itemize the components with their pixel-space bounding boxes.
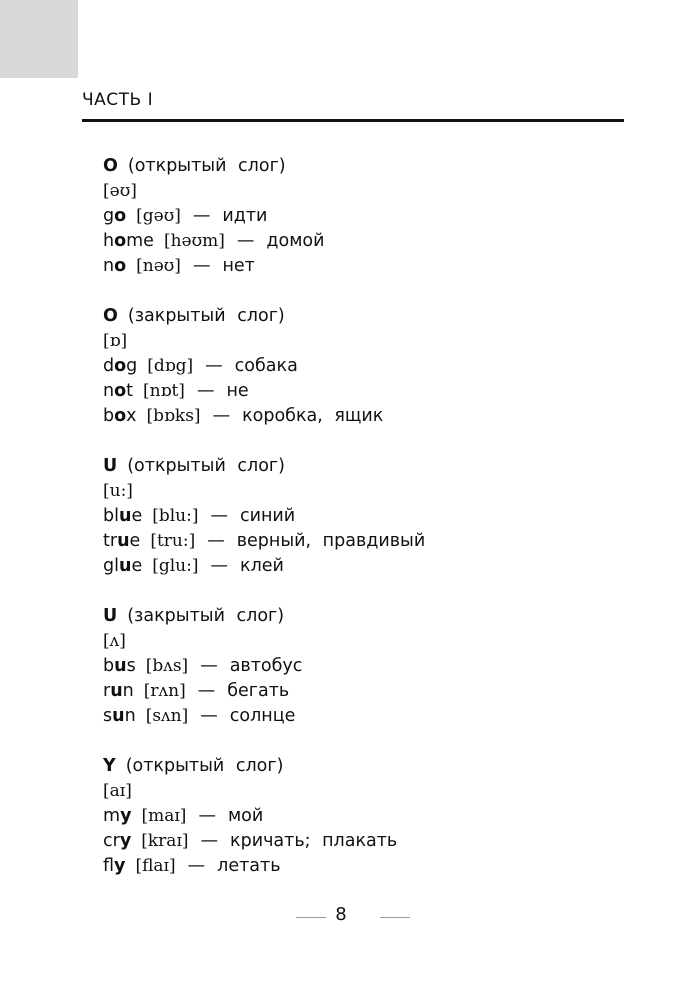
word-highlight: y xyxy=(119,831,132,851)
transcription: [bɒks] xyxy=(146,406,201,426)
word xyxy=(103,356,137,376)
transcription: [bʌs] xyxy=(145,656,189,676)
vowel-sound: [ʌ] xyxy=(103,631,126,651)
translation: домой xyxy=(266,231,325,251)
vowel-sound: [u:] xyxy=(103,481,133,501)
syllable-rule: (открытый слог) xyxy=(127,456,285,476)
example-word-row xyxy=(103,679,623,704)
word-part: s xyxy=(103,706,113,726)
word-part: n xyxy=(103,381,115,401)
transcription: [dɒg] xyxy=(147,356,194,376)
em-dash: — xyxy=(192,256,211,276)
example-word-row xyxy=(103,229,623,254)
transcription: [həʊm] xyxy=(163,231,225,251)
vowel-section xyxy=(103,304,623,429)
word-part: g xyxy=(126,356,138,376)
corner-tab xyxy=(0,0,78,78)
footer-line-left xyxy=(296,917,326,918)
translation: верный, правдивый xyxy=(236,531,426,551)
transcription: [gəʊ] xyxy=(136,206,181,226)
transcription: [rʌn] xyxy=(143,681,186,701)
em-dash: — xyxy=(205,356,223,376)
word-part: e xyxy=(131,556,143,576)
footer-line-right xyxy=(380,917,410,918)
header-rule xyxy=(82,119,624,122)
word-highlight: y xyxy=(120,806,132,826)
example-word-row xyxy=(103,529,623,554)
word xyxy=(103,231,154,251)
section-heading xyxy=(103,604,623,629)
em-dash: — xyxy=(196,381,215,401)
em-dash: — xyxy=(192,206,211,226)
em-dash: — xyxy=(200,706,218,726)
word-highlight: u xyxy=(112,706,125,726)
example-word-row xyxy=(103,504,623,529)
word-part: b xyxy=(103,406,115,426)
em-dash: — xyxy=(207,531,225,551)
em-dash: — xyxy=(212,406,231,426)
em-dash: — xyxy=(187,856,206,876)
vowel-section xyxy=(103,454,623,579)
vowel-sound: [ɒ] xyxy=(103,331,128,351)
word-part: t xyxy=(126,381,133,401)
word xyxy=(103,856,125,876)
translation: идти xyxy=(222,206,268,226)
word xyxy=(103,531,140,551)
word-highlight: y xyxy=(114,856,126,876)
word-highlight: o xyxy=(114,381,127,401)
syllable-rule: (закрытый слог) xyxy=(127,606,285,626)
word-part: n xyxy=(122,681,134,701)
word xyxy=(103,506,142,526)
translation: собака xyxy=(234,356,298,376)
word-part: bl xyxy=(103,506,119,526)
word xyxy=(103,656,136,676)
section-heading xyxy=(103,304,623,329)
word-part: n xyxy=(103,256,115,276)
translation: бегать xyxy=(227,681,290,701)
word-part: n xyxy=(124,706,136,726)
em-dash: — xyxy=(197,681,216,701)
word xyxy=(103,706,136,726)
example-word-row xyxy=(103,554,623,579)
example-word-row xyxy=(103,829,623,854)
word-part: m xyxy=(103,806,121,826)
part-header: ЧАСТЬ I xyxy=(82,90,154,110)
word xyxy=(103,256,126,276)
translation: мой xyxy=(227,806,264,826)
word-highlight: u xyxy=(118,506,132,526)
transcription: [flaɪ] xyxy=(135,856,176,876)
translation: коробка, ящик xyxy=(242,406,384,426)
transcription: [blu:] xyxy=(152,506,199,526)
example-word-row xyxy=(103,254,623,279)
word-part: cr xyxy=(103,831,120,851)
transcription: [nɒt] xyxy=(143,381,185,401)
example-word-row xyxy=(103,804,623,829)
em-dash: — xyxy=(198,806,216,826)
word-highlight: u xyxy=(117,531,130,551)
transcription: [nəʊ] xyxy=(136,256,181,276)
word-part: me xyxy=(126,231,154,251)
transcription: [glu:] xyxy=(152,556,199,576)
word-highlight: o xyxy=(114,356,127,376)
translation: клей xyxy=(240,556,284,576)
example-word-row xyxy=(103,204,623,229)
example-word-row xyxy=(103,354,623,379)
example-word-row xyxy=(103,654,623,679)
word-part: g xyxy=(103,206,115,226)
translation: не xyxy=(226,381,249,401)
transcription: [kraɪ] xyxy=(141,831,189,851)
vowel-letter: U xyxy=(103,456,118,476)
vowel-sections xyxy=(103,154,623,904)
vowel-section xyxy=(103,604,623,729)
vowel-sound: [aɪ] xyxy=(103,781,132,801)
page-footer xyxy=(0,904,682,930)
word xyxy=(103,831,131,851)
page-number: 8 xyxy=(335,904,347,925)
word xyxy=(103,806,131,826)
example-word-row xyxy=(103,404,623,429)
example-word-row xyxy=(103,379,623,404)
section-heading xyxy=(103,154,623,179)
word-highlight: u xyxy=(118,556,132,576)
word-highlight: o xyxy=(114,256,127,276)
word-part: h xyxy=(103,231,115,251)
translation: кричать; плакать xyxy=(230,831,398,851)
transcription: [sʌn] xyxy=(145,706,189,726)
section-heading xyxy=(103,754,623,779)
word-highlight: o xyxy=(114,206,127,226)
syllable-rule: (открытый слог) xyxy=(125,756,284,776)
vowel-sound: [əʊ] xyxy=(103,181,137,201)
word-part: d xyxy=(103,356,115,376)
example-word-row xyxy=(103,854,623,879)
word-part: b xyxy=(103,656,115,676)
vowel-section xyxy=(103,154,623,279)
word-highlight: o xyxy=(114,231,127,251)
vowel-letter: O xyxy=(103,156,118,176)
word-highlight: o xyxy=(114,406,127,426)
section-heading xyxy=(103,454,623,479)
word-highlight: u xyxy=(110,681,123,701)
transcription: [tru:] xyxy=(150,531,196,551)
word-part: e xyxy=(131,506,143,526)
translation: солнце xyxy=(229,706,296,726)
vowel-letter: Y xyxy=(103,756,116,776)
word xyxy=(103,381,133,401)
vowel-letter: O xyxy=(103,306,118,326)
vowel-section xyxy=(103,754,623,879)
example-word-row xyxy=(103,704,623,729)
transcription: [maɪ] xyxy=(141,806,187,826)
word-part: gl xyxy=(103,556,119,576)
word xyxy=(103,206,126,226)
word xyxy=(103,556,142,576)
em-dash: — xyxy=(210,506,228,526)
em-dash: — xyxy=(200,656,218,676)
em-dash: — xyxy=(236,231,255,251)
word-part: e xyxy=(129,531,141,551)
word-part: s xyxy=(126,656,136,676)
em-dash: — xyxy=(200,831,219,851)
word-part: x xyxy=(126,406,137,426)
word-part: tr xyxy=(103,531,118,551)
syllable-rule: (открытый слог) xyxy=(127,156,286,176)
translation: нет xyxy=(222,256,255,276)
vowel-letter: U xyxy=(103,606,118,626)
word xyxy=(103,681,134,701)
translation: синий xyxy=(240,506,296,526)
word-part: r xyxy=(103,681,111,701)
word-part: fl xyxy=(103,856,115,876)
word xyxy=(103,406,137,426)
syllable-rule: (закрытый слог) xyxy=(127,306,285,326)
word-highlight: u xyxy=(114,656,127,676)
translation: автобус xyxy=(229,656,303,676)
translation: летать xyxy=(217,856,281,876)
em-dash: — xyxy=(210,556,228,576)
